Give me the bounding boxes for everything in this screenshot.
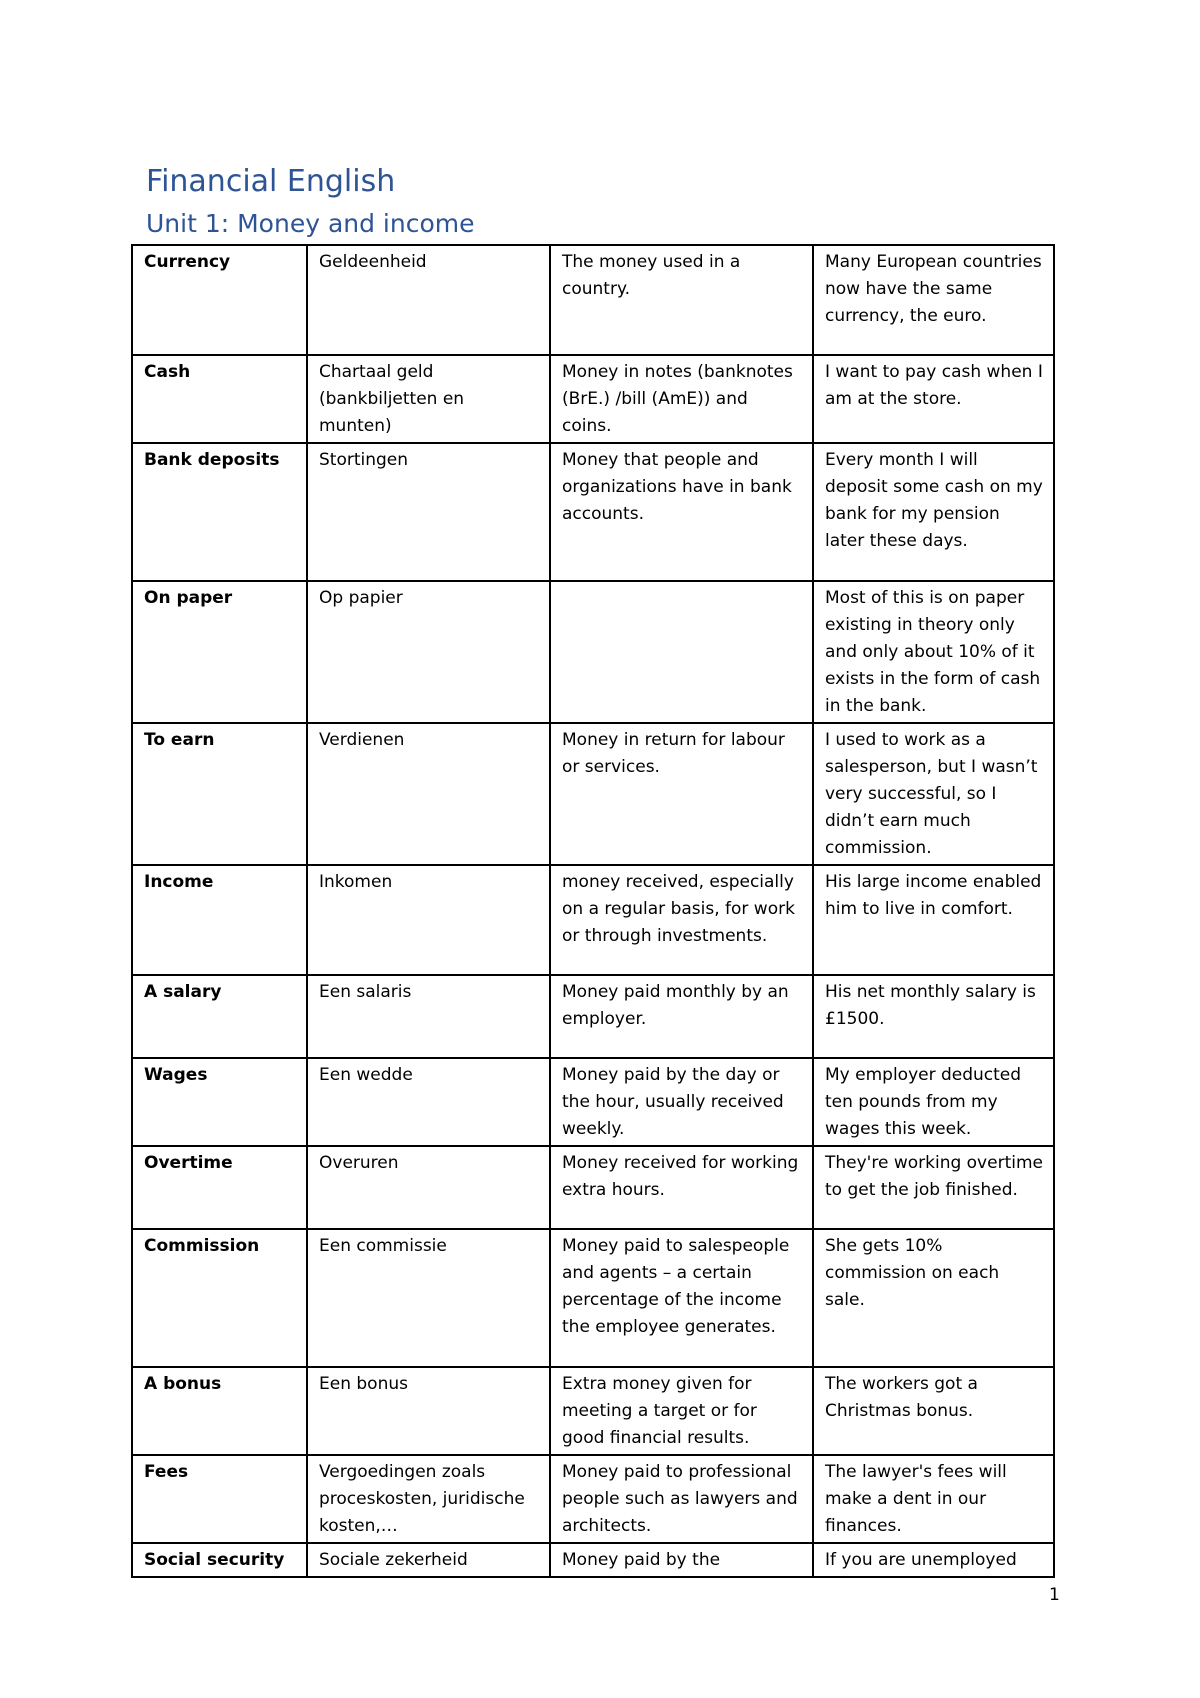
dutch-translation-cell: Een wedde bbox=[307, 1058, 550, 1146]
dutch-translation-cell: Stortingen bbox=[307, 443, 550, 581]
table-row bbox=[132, 1367, 1054, 1455]
dutch-translation-cell: Vergoedingen zoals proceskosten, juridische kosten,… bbox=[307, 1455, 550, 1543]
definition-cell: Money that people and organizations have in bank accounts. bbox=[550, 443, 813, 581]
dutch-translation-cell: Chartaal geld (bankbiljetten en munten) bbox=[307, 355, 550, 443]
definition-cell: The money used in a country. bbox=[550, 245, 813, 355]
table-row bbox=[132, 1146, 1054, 1229]
term-cell: Fees bbox=[132, 1455, 307, 1543]
term-cell: Wages bbox=[132, 1058, 307, 1146]
definition-cell bbox=[550, 355, 813, 443]
definition-cell: Money in return for labour or services. bbox=[550, 723, 813, 865]
table-row bbox=[132, 723, 1054, 865]
table-row bbox=[132, 1543, 1054, 1577]
dutch-translation-cell: Sociale zekerheid bbox=[307, 1543, 550, 1577]
definition-cell: Money paid to professional people such as lawyers and architects. bbox=[550, 1455, 813, 1543]
table-row bbox=[132, 245, 1054, 355]
example-cell: His net monthly salary is £1500. bbox=[813, 975, 1054, 1058]
definition-cell: Money paid by the bbox=[550, 1543, 813, 1577]
dutch-translation-cell: Geldeenheid bbox=[307, 245, 550, 355]
example-cell: If you are unemployed bbox=[813, 1543, 1054, 1577]
dutch-translation-cell: Overuren bbox=[307, 1146, 550, 1229]
term-cell: Commission bbox=[132, 1229, 307, 1367]
term-cell: Cash bbox=[132, 355, 307, 443]
example-cell: They're working overtime to get the job finished. bbox=[813, 1146, 1054, 1229]
document-title: Financial English bbox=[146, 164, 396, 199]
example-cell: Many European countries now have the same currency, the euro. bbox=[813, 245, 1054, 355]
term-cell: To earn bbox=[132, 723, 307, 865]
example-cell: My employer deducted ten pounds from my wages this week. bbox=[813, 1058, 1054, 1146]
table-row bbox=[132, 443, 1054, 581]
dutch-translation-cell: Op papier bbox=[307, 581, 550, 723]
definition-cell: money received, especially on a regular basis, for work or through investments. bbox=[550, 865, 813, 975]
term-cell: A salary bbox=[132, 975, 307, 1058]
definition-cell bbox=[550, 581, 813, 723]
table-row bbox=[132, 1455, 1054, 1543]
vocabulary-table bbox=[131, 244, 1055, 1578]
term-cell: On paper bbox=[132, 581, 307, 723]
dutch-translation-cell: Een bonus bbox=[307, 1367, 550, 1455]
definition-cell: Money paid to salespeople and agents – a certain percentage of the income the employee generates. bbox=[550, 1229, 813, 1367]
term-cell: Overtime bbox=[132, 1146, 307, 1229]
unit-heading: Unit 1: Money and income bbox=[146, 209, 475, 238]
table-row bbox=[132, 1058, 1054, 1146]
page-number: 1 bbox=[1049, 1585, 1060, 1605]
table-row bbox=[132, 1229, 1054, 1367]
definition-cell: Money received for working extra hours. bbox=[550, 1146, 813, 1229]
term-cell: A bonus bbox=[132, 1367, 307, 1455]
table-row bbox=[132, 581, 1054, 723]
example-cell: She gets 10% commission on each sale. bbox=[813, 1229, 1054, 1367]
example-cell: Every month I will deposit some cash on my bank for my pension later these days. bbox=[813, 443, 1054, 581]
term-cell: Currency bbox=[132, 245, 307, 355]
dutch-translation-cell: Inkomen bbox=[307, 865, 550, 975]
table-row bbox=[132, 865, 1054, 975]
dutch-translation-cell: Verdienen bbox=[307, 723, 550, 865]
example-cell: I used to work as a salesperson, but I wasn’t very successful, so I didn’t earn much commission. bbox=[813, 723, 1054, 865]
term-cell: Income bbox=[132, 865, 307, 975]
dutch-translation-cell: Een salaris bbox=[307, 975, 550, 1058]
table-row bbox=[132, 975, 1054, 1058]
definition-cell: Money paid monthly by an employer. bbox=[550, 975, 813, 1058]
example-cell: His large income enabled him to live in comfort. bbox=[813, 865, 1054, 975]
term-cell: Bank deposits bbox=[132, 443, 307, 581]
example-cell: I want to pay cash when I am at the store. bbox=[813, 355, 1054, 443]
example-cell: Most of this is on paper existing in theory only and only about 10% of it exists in the form of cash in the bank. bbox=[813, 581, 1054, 723]
definition-text-start: Money in notes (banknotes (BrE.) /bill (AmE)) and coins. bbox=[562, 362, 793, 436]
table-row bbox=[132, 355, 1054, 443]
example-cell: The workers got a Christmas bonus. bbox=[813, 1367, 1054, 1455]
definition-cell: Money paid by the day or the hour, usually received weekly. bbox=[550, 1058, 813, 1146]
term-cell: Social security bbox=[132, 1543, 307, 1577]
definition-cell: Extra money given for meeting a target or for good financial results. bbox=[550, 1367, 813, 1455]
dutch-translation-cell: Een commissie bbox=[307, 1229, 550, 1367]
example-cell: The lawyer's fees will make a dent in our finances. bbox=[813, 1455, 1054, 1543]
